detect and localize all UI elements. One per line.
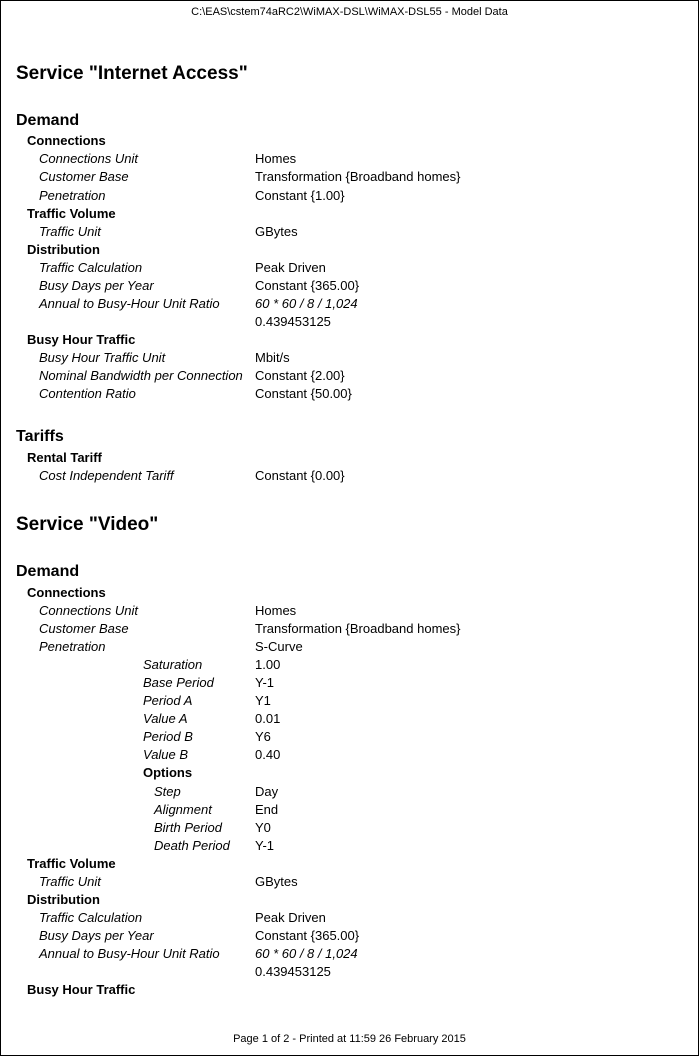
penetration-label: Penetration — [39, 639, 106, 654]
subsection-busy-hour-traffic: Busy Hour Traffic — [27, 982, 136, 997]
base-period-label: Base Period — [143, 675, 214, 690]
traffic-unit-label: Traffic Unit — [39, 874, 101, 889]
nominal-bandwidth-label: Nominal Bandwidth per Connection — [39, 368, 243, 383]
section-demand: Demand — [16, 112, 80, 129]
busy-days-label: Busy Days per Year — [39, 928, 154, 943]
traffic-unit-value: GBytes — [255, 874, 298, 889]
busy-hour-unit-value: Mbit/s — [255, 350, 290, 365]
period-a-label: Period A — [143, 693, 193, 708]
alignment-label: Alignment — [154, 802, 212, 817]
traffic-calculation-label: Traffic Calculation — [39, 260, 143, 275]
page-footer: Page 1 of 2 - Printed at 11:59 26 February 2015 — [233, 1033, 466, 1045]
unit-ratio-label: Annual to Busy-Hour Unit Ratio — [39, 946, 220, 961]
value-a-label: Value A — [143, 711, 188, 726]
connections-unit-label: Connections Unit — [39, 603, 138, 618]
connections-unit-value: Homes — [255, 151, 297, 166]
nominal-bandwidth-value: Constant {2.00} — [255, 368, 345, 383]
period-b-label: Period B — [143, 729, 193, 744]
subsection-rental-tariff: Rental Tariff — [27, 450, 102, 465]
page-header: C:\EAS\cstem74aRC2\WiMAX-DSL\WiMAX-DSL55 - Model Data — [191, 6, 508, 18]
saturation-label: Saturation — [143, 657, 203, 672]
subsection-busy-hour-traffic: Busy Hour Traffic — [27, 332, 136, 347]
service-title-video: Service "Video" — [16, 514, 159, 535]
connections-unit-label: Connections Unit — [39, 151, 138, 166]
section-demand: Demand — [16, 563, 80, 580]
subsection-connections: Connections — [27, 585, 106, 600]
subsection-distribution: Distribution — [27, 242, 100, 257]
busy-days-value: Constant {365.00} — [255, 928, 360, 943]
customer-base-label: Customer Base — [39, 621, 129, 636]
unit-ratio-formula: 60 * 60 / 8 / 1,024 — [255, 946, 358, 961]
traffic-unit-label: Traffic Unit — [39, 224, 101, 239]
customer-base-value: Transformation {Broadband homes} — [255, 169, 461, 184]
traffic-unit-value: GBytes — [255, 224, 298, 239]
traffic-calculation-value: Peak Driven — [255, 260, 326, 275]
period-a-value: Y1 — [255, 693, 271, 708]
subsection-distribution: Distribution — [27, 892, 100, 907]
contention-ratio-label: Contention Ratio — [39, 386, 136, 401]
period-b-value: Y6 — [255, 729, 271, 744]
step-label: Step — [154, 784, 181, 799]
value-b-value: 0.40 — [255, 747, 281, 762]
traffic-calculation-value: Peak Driven — [255, 910, 326, 925]
customer-base-label: Customer Base — [39, 169, 129, 184]
subsection-options: Options — [143, 765, 193, 780]
traffic-calculation-label: Traffic Calculation — [39, 910, 143, 925]
busy-hour-unit-label: Busy Hour Traffic Unit — [39, 350, 166, 365]
value-b-label: Value B — [143, 747, 189, 762]
unit-ratio-label: Annual to Busy-Hour Unit Ratio — [39, 296, 220, 311]
busy-days-value: Constant {365.00} — [255, 278, 360, 293]
alignment-value: End — [255, 802, 279, 817]
subsection-traffic-volume: Traffic Volume — [27, 206, 116, 221]
death-period-value: Y-1 — [255, 838, 275, 853]
birth-period-value: Y0 — [255, 820, 271, 835]
unit-ratio-value: 0.439453125 — [255, 314, 331, 329]
base-period-value: Y-1 — [255, 675, 275, 690]
unit-ratio-formula: 60 * 60 / 8 / 1,024 — [255, 296, 358, 311]
saturation-value: 1.00 — [255, 657, 281, 672]
busy-days-label: Busy Days per Year — [39, 278, 154, 293]
subsection-connections: Connections — [27, 133, 106, 148]
contention-ratio-value: Constant {50.00} — [255, 386, 352, 401]
penetration-value: S-Curve — [255, 639, 303, 654]
penetration-label: Penetration — [39, 188, 106, 203]
step-value: Day — [255, 784, 279, 799]
subsection-traffic-volume: Traffic Volume — [27, 856, 116, 871]
death-period-label: Death Period — [154, 838, 230, 853]
birth-period-label: Birth Period — [154, 820, 222, 835]
service-title-internet-access: Service "Internet Access" — [16, 63, 248, 84]
value-a-value: 0.01 — [255, 711, 281, 726]
penetration-value: Constant {1.00} — [255, 188, 345, 203]
unit-ratio-value: 0.439453125 — [255, 964, 331, 979]
customer-base-value: Transformation {Broadband homes} — [255, 621, 461, 636]
connections-unit-value: Homes — [255, 603, 297, 618]
cost-independent-tariff-value: Constant {0.00} — [255, 468, 345, 483]
cost-independent-tariff-label: Cost Independent Tariff — [39, 468, 174, 483]
section-tariffs: Tariffs — [16, 428, 64, 445]
